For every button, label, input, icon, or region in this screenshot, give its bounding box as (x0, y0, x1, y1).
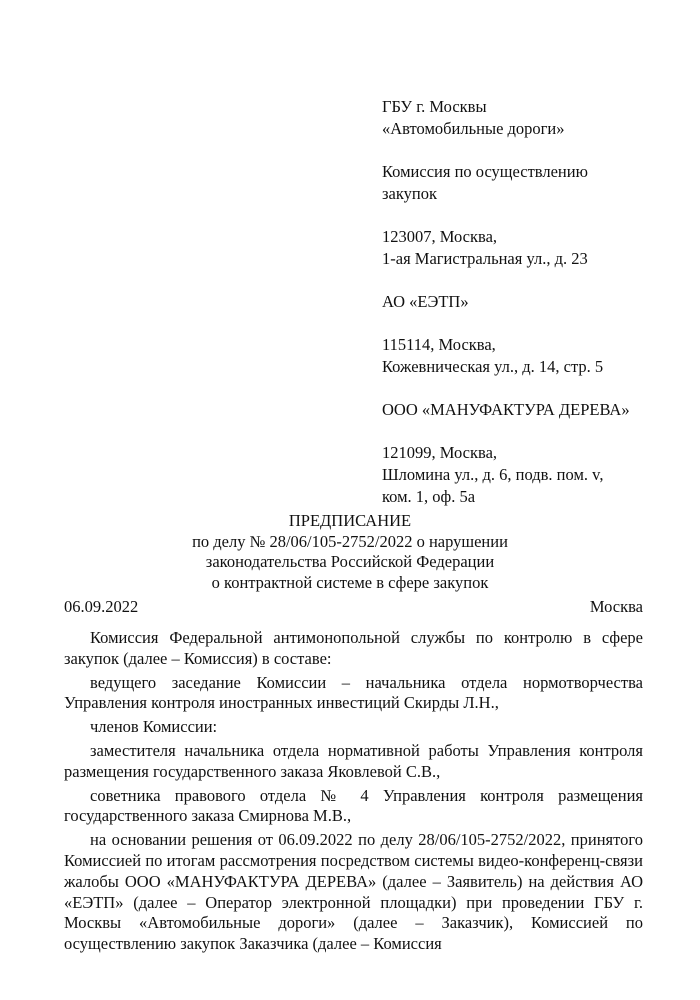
addressee-operator-address (382, 334, 682, 378)
addressee-applicant (382, 399, 682, 421)
title-line: законодательства Российской Федерации (205, 552, 495, 571)
address-line: ООО «МАНУФАКТУРА ДЕРЕВА» (382, 400, 630, 419)
address-line: закупок (382, 184, 437, 203)
address-line: 1-ая Магистральная ул., д. 23 (382, 249, 588, 268)
title-line: по делу № 28/06/105-2752/2022 о нарушении (192, 531, 508, 551)
document-body (64, 628, 643, 955)
body-paragraph: на основании решения от 06.09.2022 по делу 28/06/105-2752/2022, принятого Комиссией по итогам рассмотрения посредством системы видео-конференц-связи жалобы ООО «МАНУФАКТУРА ДЕРЕВА» (далее – Заявитель) на действия АО «ЕЭТП» (далее – Оператор электронной площадки) при проведении ГБУ г. Москвы «Автомобильные дороги» (далее – Заказчик), Комиссией по осуществлению закупок Заказчика (далее – Комиссия (64, 830, 643, 954)
title-line: о контрактной системе в сфере закупок (211, 572, 489, 592)
document-city: Москва (589, 597, 643, 616)
addressee-applicant-address (382, 442, 682, 508)
address-line: Шломина ул., д. 6, подв. пом. v, (382, 465, 604, 484)
address-line: Комиссия по осуществлению (382, 162, 588, 181)
addressee-commission (382, 161, 682, 205)
body-paragraph: ведущего заседание Комиссии – начальника отдела нормотворчества Управления контроля иностранных инвестиций Скирды Л.Н., (64, 672, 643, 713)
address-line: 123007, Москва, (382, 227, 498, 246)
addressee-customer-address (382, 226, 682, 270)
addressee-customer (382, 96, 682, 140)
address-line: «Автомобильные дороги» (382, 119, 565, 138)
addressee-block (382, 96, 682, 529)
body-paragraph: Комиссия Федеральной антимонопольной службы по контролю в сфере закупок (далее – Комиссия) в составе: (64, 628, 643, 668)
address-line: Кожевническая ул., д. 14, стр. 5 (382, 357, 604, 376)
document-title (0, 511, 700, 593)
body-paragraph: советника правового отдела № 4 Управления контроля размещения государственного заказа Смирнова М.В., (64, 785, 643, 826)
date-place-line (64, 596, 643, 618)
addressee-operator (382, 291, 682, 313)
address-line: 115114, Москва, (382, 335, 496, 354)
body-paragraph: членов Комиссии: (90, 717, 218, 737)
title-heading: ПРЕДПИСАНИЕ (288, 511, 412, 530)
address-line: ком. 1, оф. 5а (382, 487, 476, 506)
document-date: 06.09.2022 (64, 597, 139, 616)
address-line: 121099, Москва, (382, 443, 498, 462)
address-line: АО «ЕЭТП» (382, 292, 469, 311)
body-paragraph: заместителя начальника отдела нормативной работы Управления контроля размещения государственного заказа Яковлевой С.В., (64, 740, 643, 781)
address-line: ГБУ г. Москвы (382, 97, 487, 116)
